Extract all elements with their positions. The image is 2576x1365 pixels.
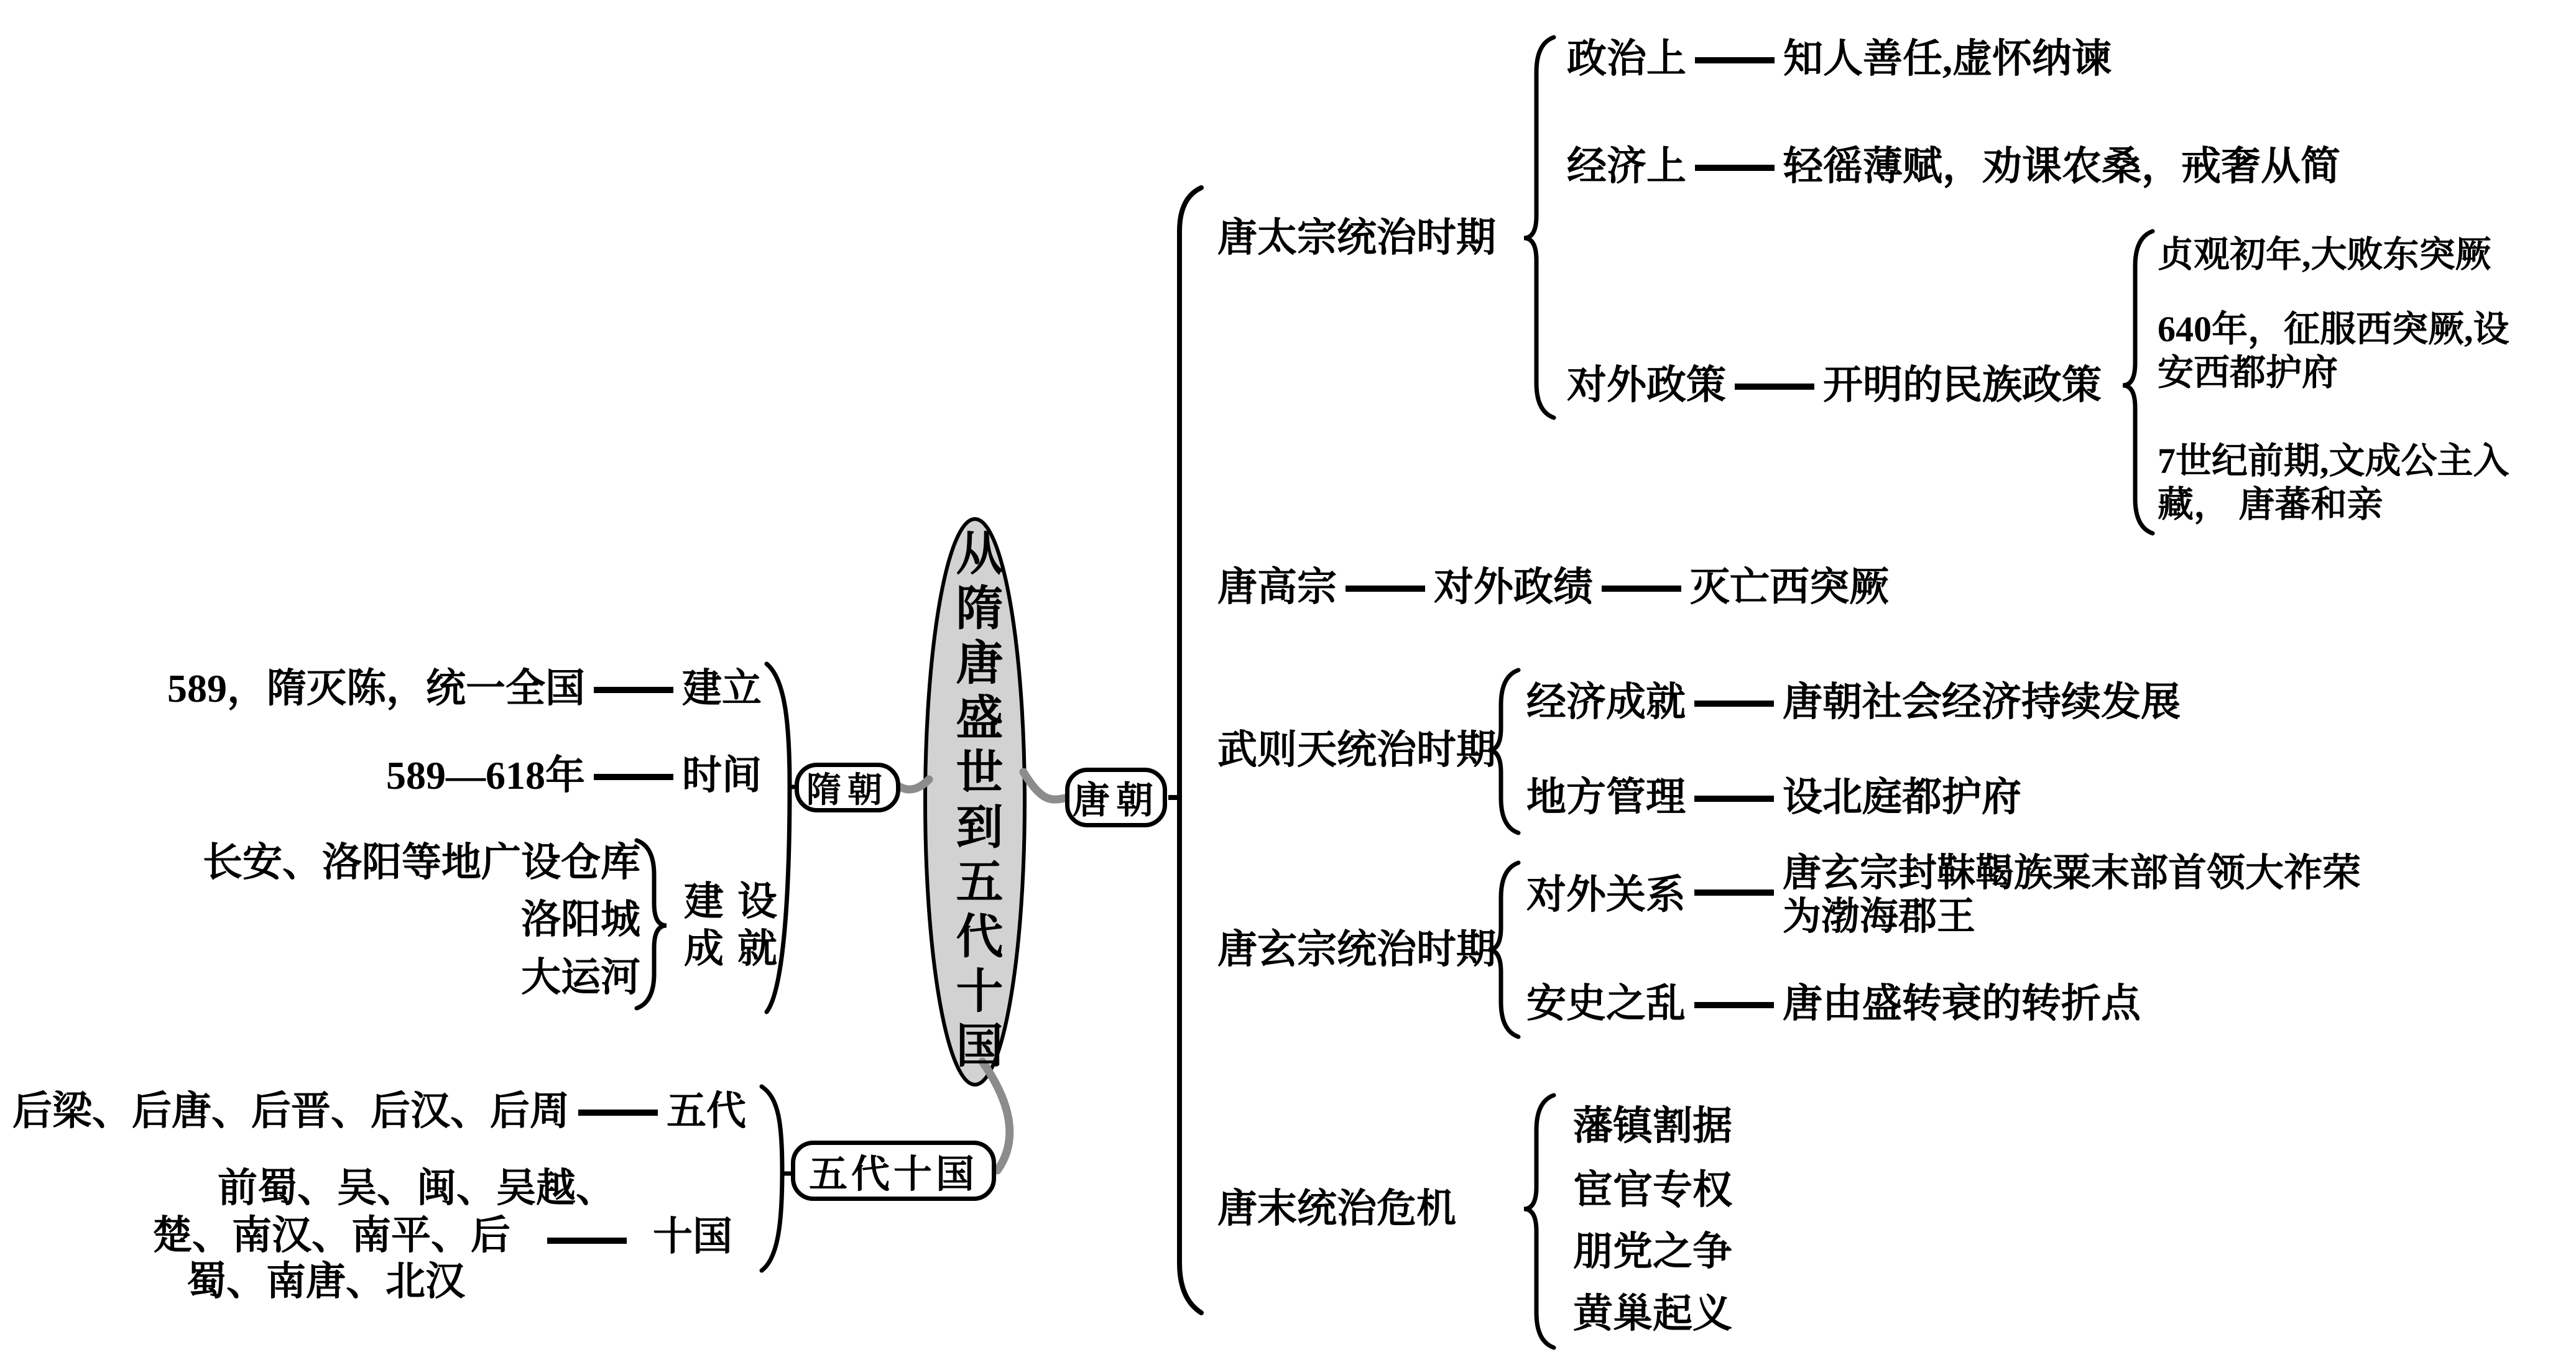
jianshe-item: 大运河 (521, 955, 640, 1000)
weiji-item: 黄巢起义 (1573, 1292, 1732, 1336)
item-640: 640年，征服西突厥,设 安西都护府 (2158, 309, 2509, 393)
weiji-item: 朋党之争 (1573, 1229, 1732, 1274)
line-shijian: 589—618年 时间 (386, 753, 762, 797)
dash (594, 687, 673, 693)
line-jianli: 589，隋灭陈，统一全国 建立 (167, 666, 762, 710)
weiji-item: 藩镇割据 (1573, 1104, 1732, 1148)
dash (1695, 165, 1775, 171)
dash (1735, 384, 1814, 390)
brace-weiji (1524, 1095, 1554, 1348)
line-duiwai-zhengce: 对外政策 开明的民族政策 (1567, 363, 2102, 407)
dash (1694, 1002, 1774, 1008)
item-wencheng: 7世纪前期,文成公主入 藏， 唐蕃和亲 (2158, 441, 2509, 525)
dash (578, 1110, 658, 1116)
wudai-group-paren (762, 1087, 782, 1271)
label-wuzetian: 武则天统治时期 (1217, 728, 1496, 772)
brace-duiwai-zhengce (2123, 231, 2153, 533)
dash (1694, 796, 1774, 802)
duiwai-guanxi-label: 对外关系 (1526, 873, 1686, 917)
connector-ellipse-tang (1023, 772, 1065, 799)
node-wudai: 五代十国 (791, 1141, 996, 1201)
brace-jianshe (637, 840, 667, 1008)
shiguo-dash (547, 1213, 627, 1261)
jianshe-item: 长安、洛阳等地广设仓库 (203, 840, 640, 885)
tang-big-bracket (1180, 188, 1201, 1313)
shiguo-line: 楚、南汉、南平、后 (152, 1213, 510, 1257)
duiwai-guanxi-text: 唐玄宗封靺鞨族粟末部首领大祚荣 为渤海郡王 (1783, 852, 2361, 938)
dash (594, 774, 673, 780)
item-zhenguan: 贞观初年,大败东突厥 (2158, 234, 2491, 275)
line-jingji-chengjiu: 经济成就 唐朝社会经济持续发展 (1526, 680, 2181, 724)
line-gaozong: 唐高宗 对外政绩 灭亡西突厥 (1217, 565, 1889, 609)
dash (1602, 586, 1681, 592)
shiguo-line: 蜀、南唐、北汉 (187, 1259, 465, 1303)
shiguo-line: 前蜀、吴、闽、吴越、 (218, 1166, 616, 1210)
label-jianshe: 建设 成就 (684, 880, 791, 971)
main-title: 从隋唐盛世到五代十国 (949, 528, 1001, 1075)
connector-ellipse-sui (900, 779, 929, 789)
dash (1695, 57, 1775, 63)
line-wudai: 后梁、后唐、后晋、后汉、后周 五代 (12, 1089, 746, 1133)
weiji-item: 宦官专权 (1573, 1168, 1732, 1212)
node-sui: 隋朝 (795, 763, 900, 812)
dash (1694, 701, 1774, 707)
brace-taizong (1524, 37, 1554, 418)
line-duiwai-guanxi (1526, 852, 2361, 939)
label-weiji: 唐末统治危机 (1217, 1187, 1456, 1231)
line-difang: 地方管理 设北庭都护府 (1526, 775, 2021, 819)
label-shiguo: 十国 (653, 1215, 732, 1259)
line-jingji: 经济上 轻徭薄赋，劝课农桑，戒奢从简 (1567, 144, 2340, 188)
label-taizong: 唐太宗统治时期 (1217, 216, 1496, 260)
line-zhengzhi: 政治上 知人善任,虚怀纳谏 (1567, 37, 2112, 81)
line-anshi: 安史之乱 唐由盛转衰的转折点 (1526, 981, 2141, 1026)
label-xuanzong: 唐玄宗统治时期 (1217, 927, 1496, 972)
jianshe-item: 洛阳城 (521, 898, 640, 942)
node-tang: 唐朝 (1065, 768, 1167, 827)
dash (1694, 889, 1774, 896)
dash (1346, 586, 1425, 592)
dash (547, 1238, 627, 1244)
